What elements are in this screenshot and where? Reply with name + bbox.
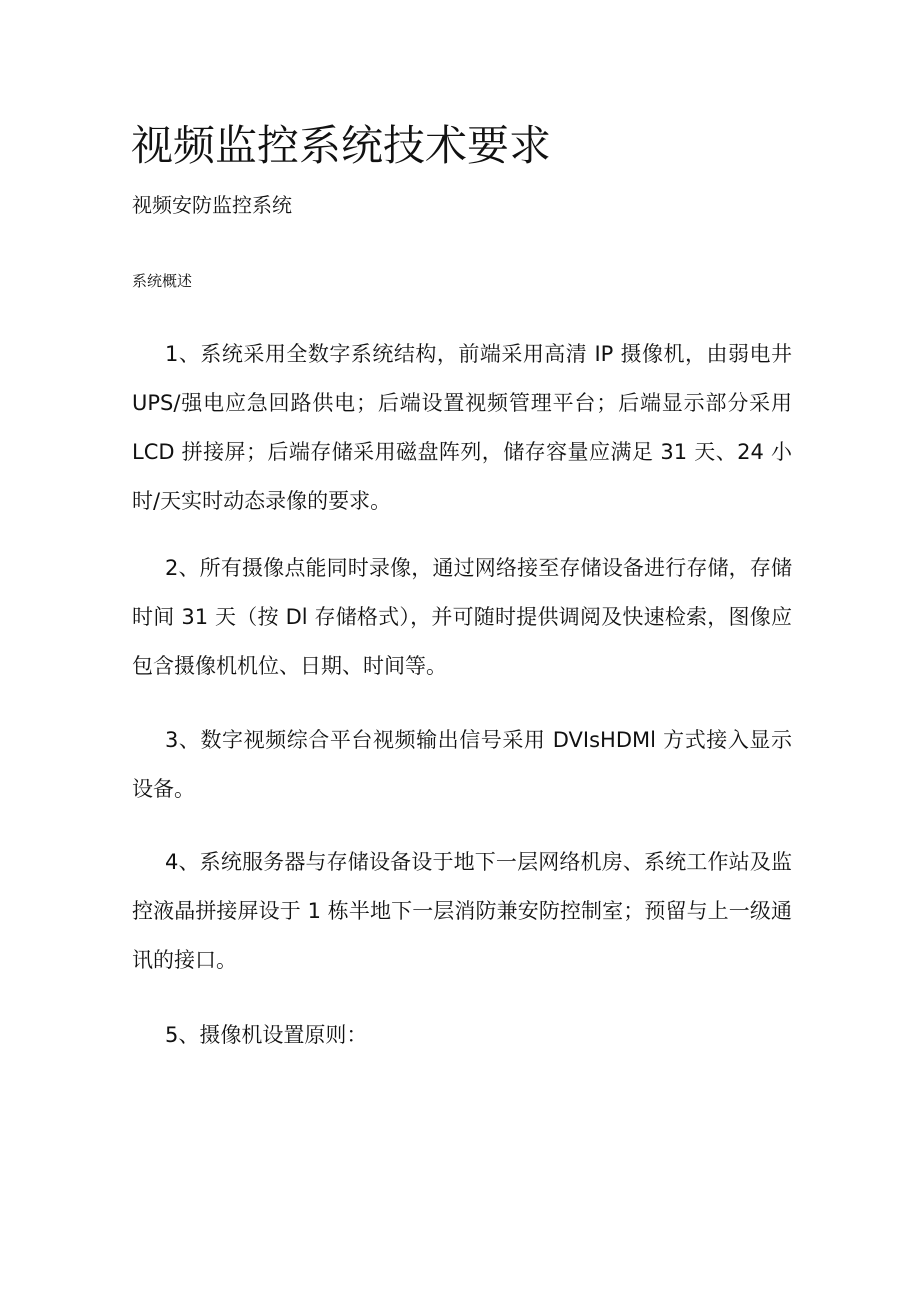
document-subtitle: 视频安防监控系统 [132,193,292,217]
paragraph-4: 4、系统服务器与存储设备设于地下一层网络机房、系统工作站及监控液晶拼接屏设于 1 栋半地下一层消防兼安防控制室；预留与上一级通讯的接口。 [132,850,792,972]
paragraph-3: 3、数字视频综合平台视频输出信号采用 DVIsHDMl 方式接入显示设备。 [132,728,792,801]
paragraph-5: 5、摄像机设置原则： [165,1023,368,1047]
paragraph-2: 2、所有摄像点能同时录像，通过网络接至存储设备进行存储，存储时间 31 天（按 Dl 存储格式），并可随时提供调阅及快速检索，图像应包含摄像机机位、日期、时间等。 [132,556,792,678]
section-heading: 系统概述 [132,272,193,290]
document-title: 视频监控系统技术要求 [131,121,552,170]
paragraph-1: 1、系统采用全数字系统结构，前端采用高清 IP 摄像机，由弱电井 UPS/强电应急回路供电；后端设置视频管理平台；后端显示部分采用 LCD 拼接屏；后端存储采用磁盘阵列，储存容量应满足 31 天、24 小时/天实时动态录像的要求。 [132,342,792,513]
